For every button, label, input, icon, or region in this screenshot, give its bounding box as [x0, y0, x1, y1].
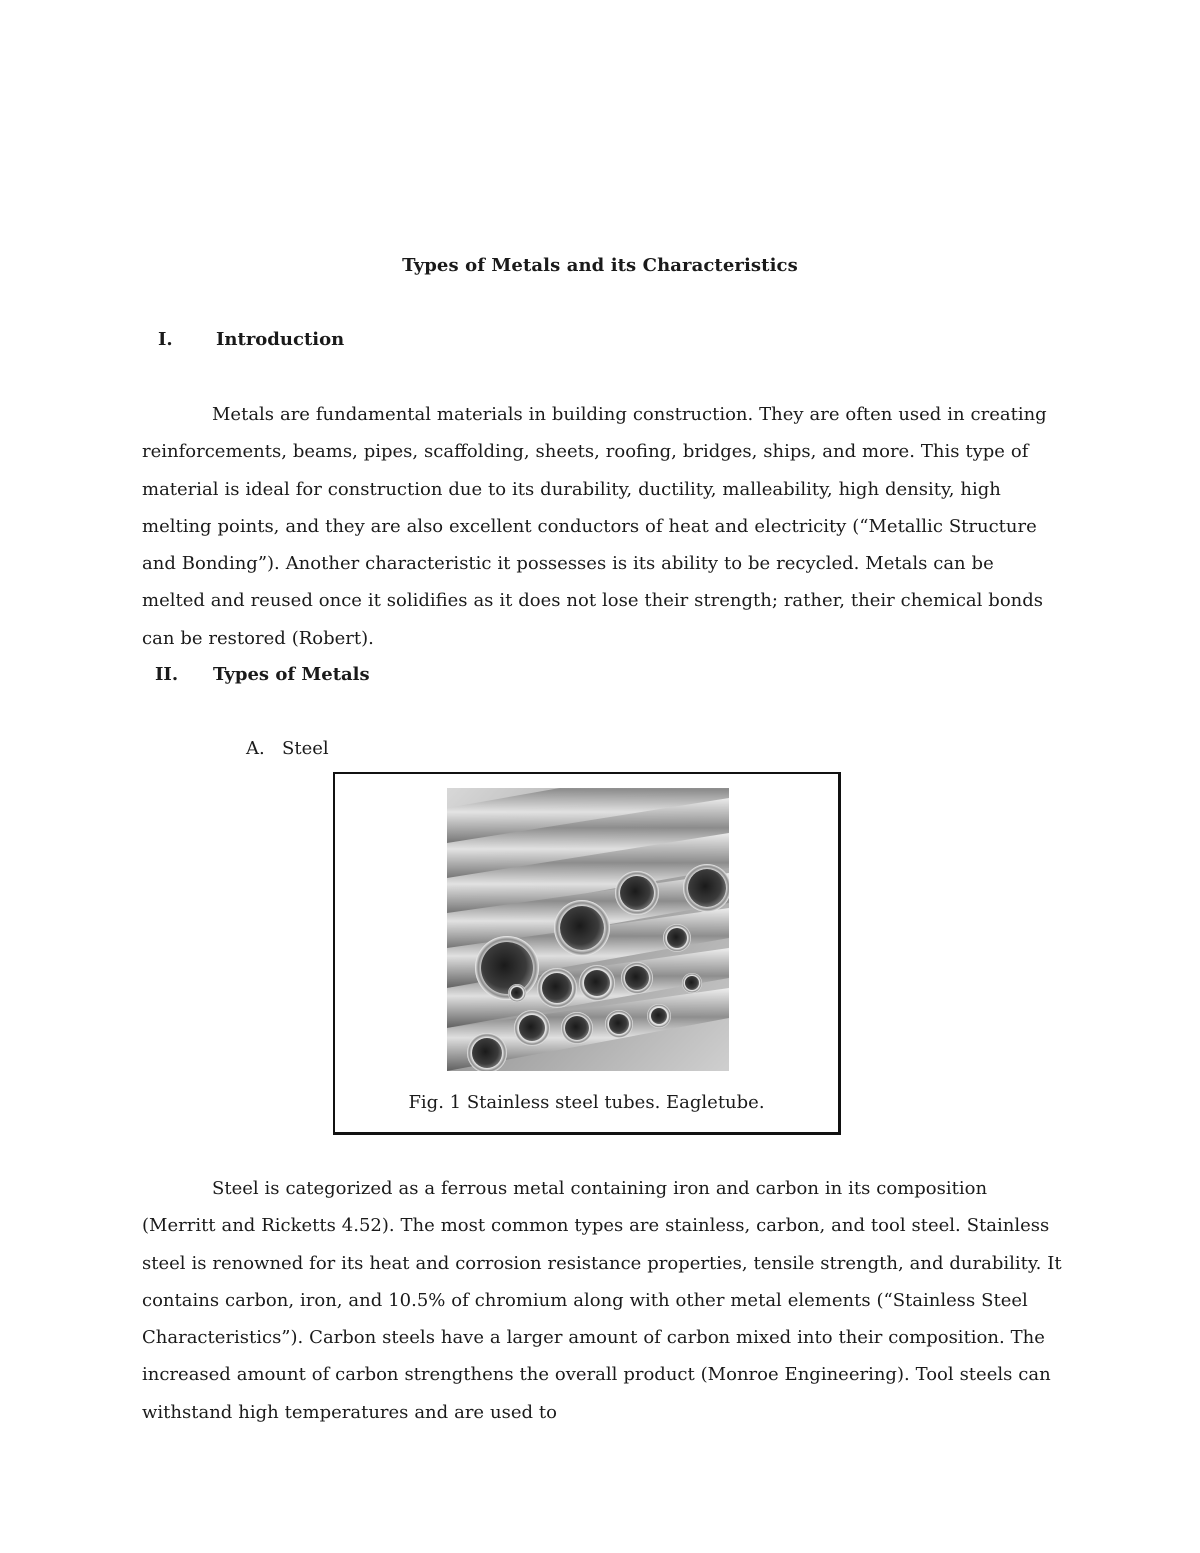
section-numeral: II.: [155, 664, 179, 685]
subsection-label: Steel: [282, 738, 329, 759]
document-title: Types of Metals and its Characteristics: [402, 255, 798, 276]
subsection-steel: [246, 738, 329, 759]
section-title: Types of Metals: [213, 664, 370, 685]
steel-paragraph: Steel is categorized as a ferrous metal containing iron and carbon in its composition (Merritt and Ricketts 4.52). The most common types are stainless, carbon, and tool steel. Stainless steel is renowned for its heat and corrosion resistance properties, tensile strength, and durability. It contains carbon, iron, and 10.5% of chromium along with other metal elements (“Stainless Steel Characteristics”). Carbon steels have a larger amount of carbon mixed into their composition. The increased amount of carbon strengthens the overall product (Monroe Engineering). Tool steels can withstand high temperatures and are used to: [142, 1178, 1062, 1423]
figure-frame: [333, 772, 841, 1135]
tubes-illustration: [447, 788, 729, 1071]
subsection-letter: A.: [246, 738, 265, 759]
figure-caption: Fig. 1 Stainless steel tubes. Eagletube.: [408, 1092, 765, 1113]
section-numeral: I.: [158, 329, 173, 350]
section-title: Introduction: [216, 329, 345, 350]
stainless-steel-tubes-photo: [447, 788, 729, 1071]
introduction-paragraph: Metals are fundamental materials in building construction. They are often used in creating reinforcements, beams, pipes, scaffolding, sheets, roofing, bridges, ships, and more. This type of material is ideal for construction due to its durability, ductility, malleability, high density, high melting points, and they are also excellent conductors of heat and electricity (“Metallic Structure and Bonding”). Another characteristic it possesses is its ability to be recycled. Metals can be melted and reused once it solidifies as it does not lose their strength; rather, their chemical bonds can be restored (Robert).: [142, 404, 1047, 649]
